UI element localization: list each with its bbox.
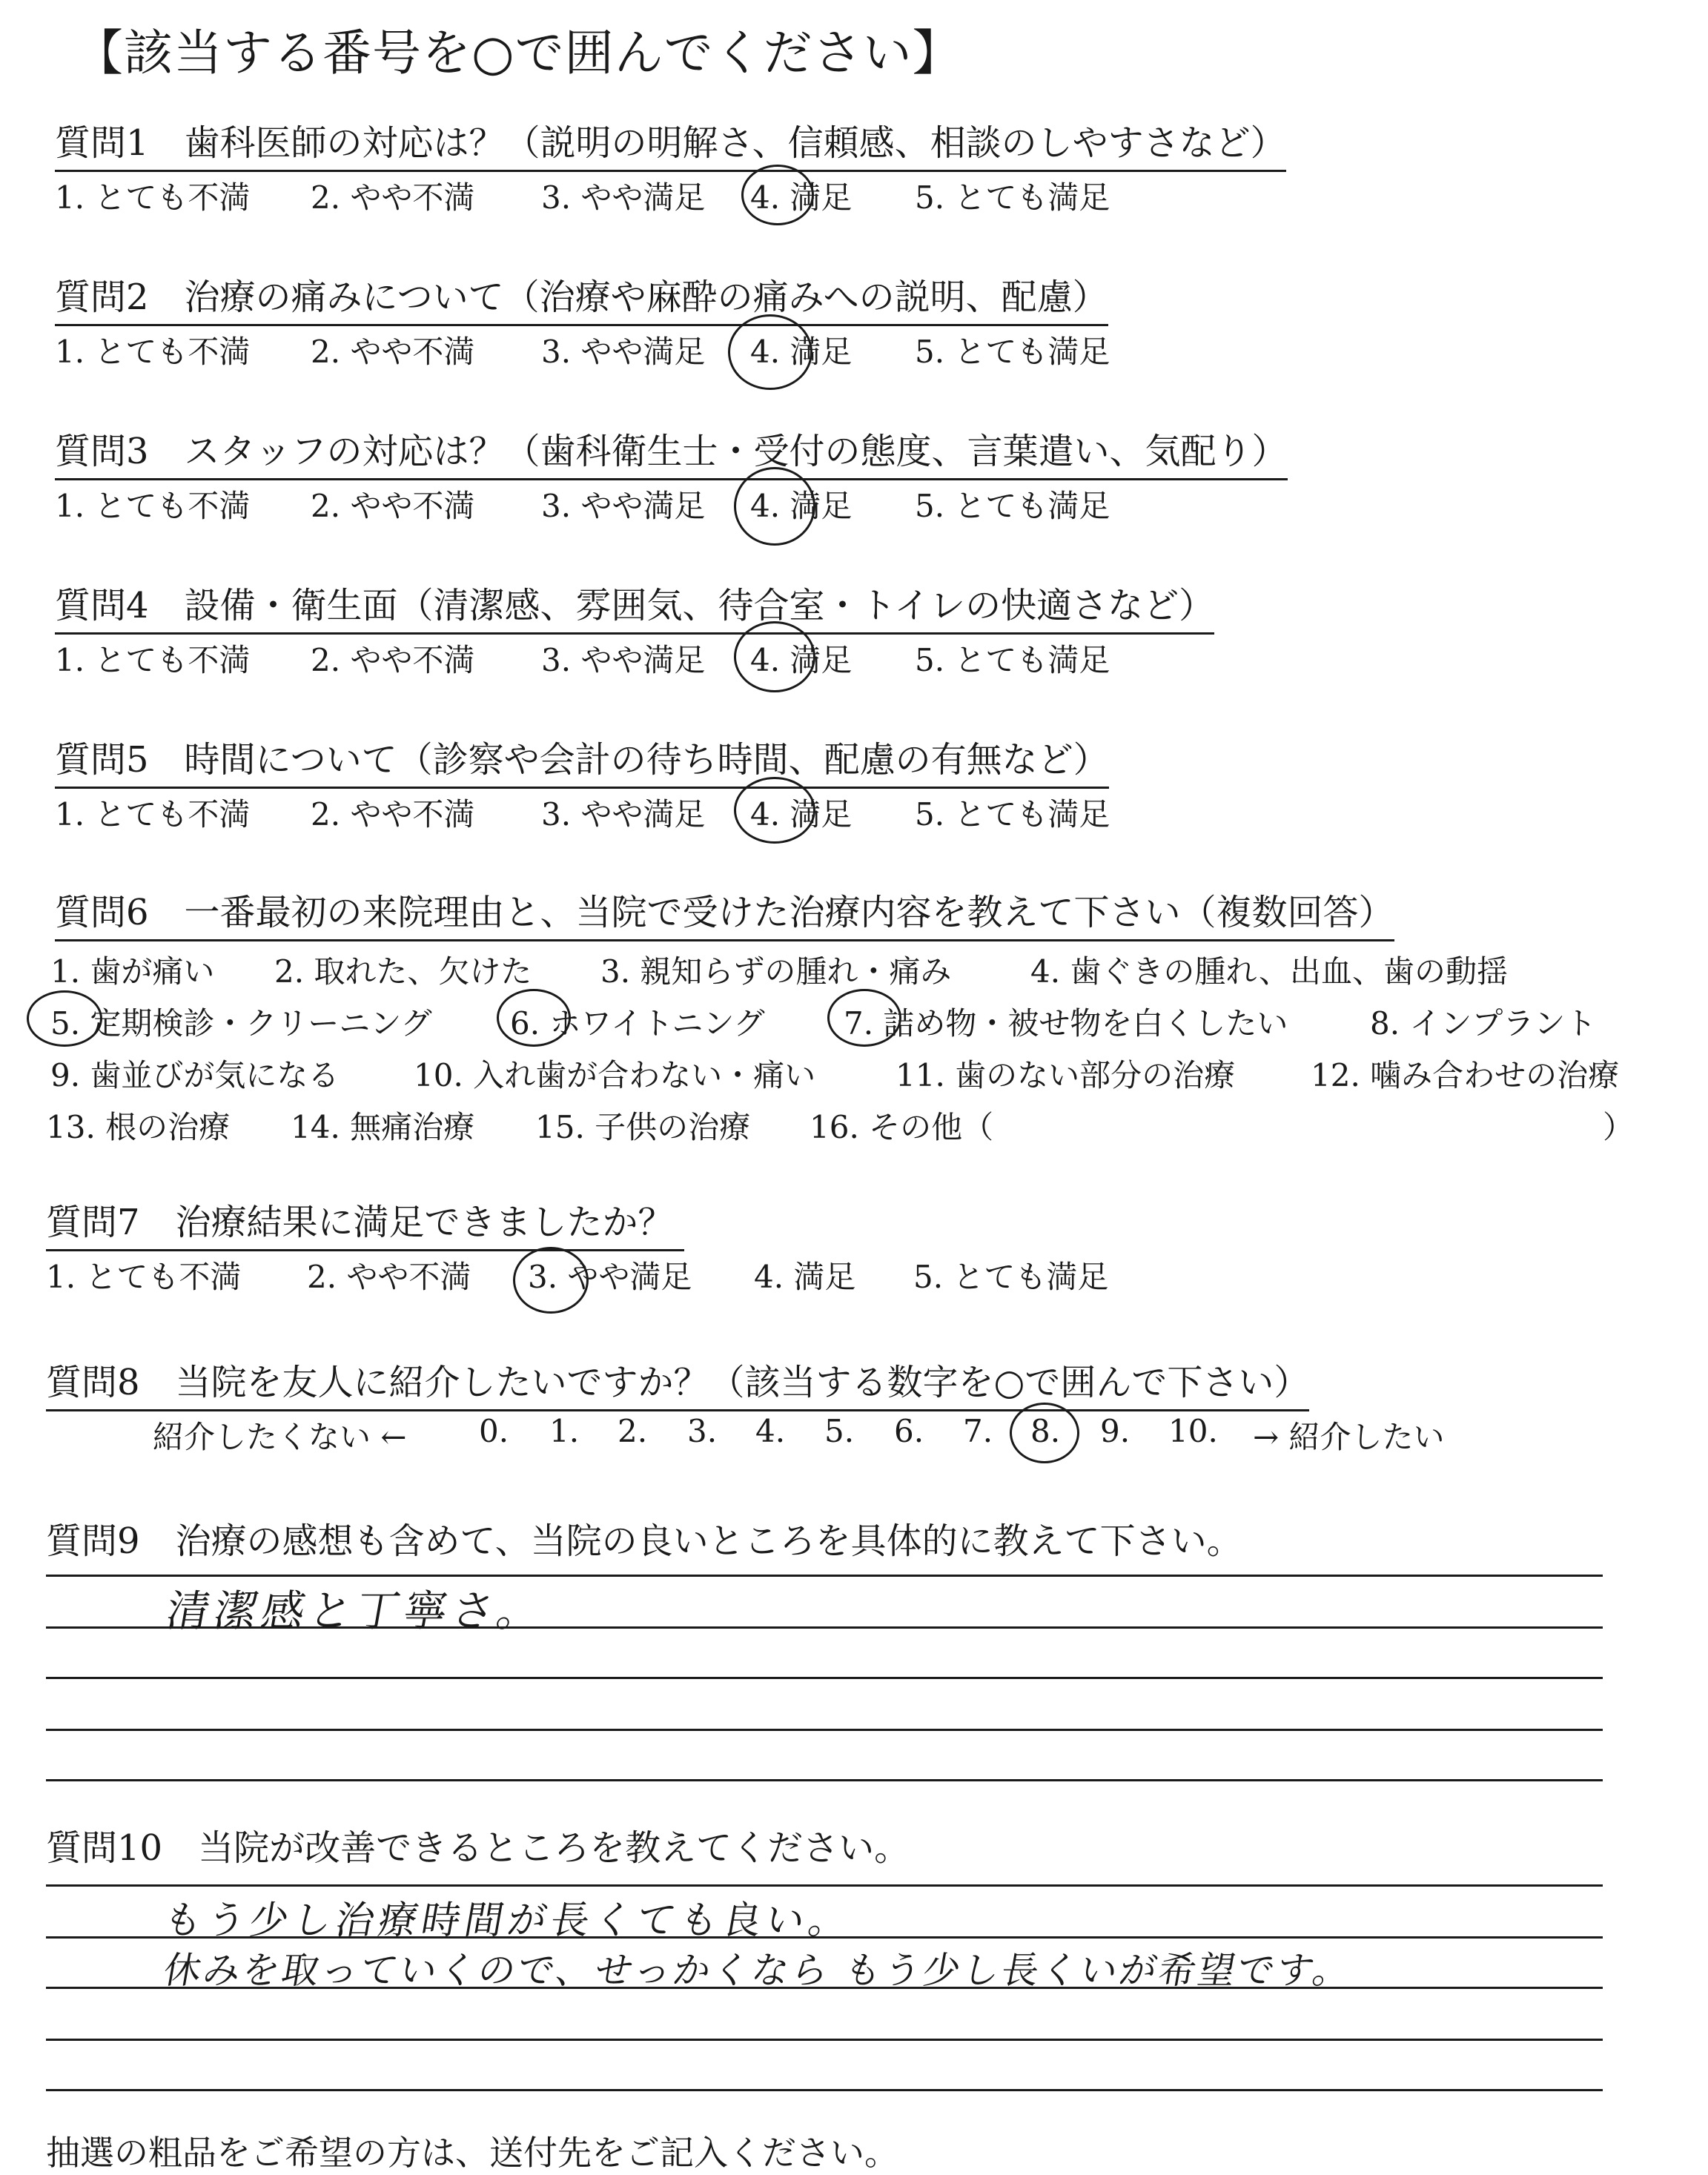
- question-4-title: 質問4 設備・衛生面（清潔感、雰囲気、待合室・トイレの快適さなど）: [55, 577, 1214, 635]
- question-7-options: [46, 1253, 1232, 1294]
- option-14[interactable]: 14. 無痛治療: [291, 1109, 475, 1145]
- question-9-title: 質問9 治療の感想も含めて、当院の良いところを具体的に教えて下さい。: [46, 1520, 1242, 1562]
- option-3[interactable]: 3. やや満足: [541, 642, 706, 678]
- option-2[interactable]: 2. やや不満: [311, 488, 475, 524]
- question-8-title: 質問8 当院を友人に紹介したいですか？（該当する数字を○で囲んで下さい）: [46, 1354, 1309, 1411]
- option-7[interactable]: 7. 詰め物・被せ物を白くしたい: [844, 1005, 1288, 1042]
- option-10[interactable]: 10. 入れ歯が合わない・痛い: [414, 1057, 816, 1093]
- option-5[interactable]: 5. とても満足: [915, 796, 1110, 832]
- score-9[interactable]: 9.: [1100, 1413, 1131, 1449]
- footer-note: 抽選の粗品をご希望の方は、送付先をご記入ください。: [46, 2133, 898, 2173]
- option-16[interactable]: 16. その他（: [810, 1109, 994, 1145]
- score-5[interactable]: 5.: [824, 1413, 855, 1449]
- question-5-title: 質問5 時間について（診察や会計の待ち時間、配慮の有無など）: [55, 731, 1109, 789]
- question-7-title: 質問7 治療結果に満足できましたか？: [46, 1194, 684, 1251]
- option-2[interactable]: 2. やや不満: [311, 179, 475, 216]
- score-0[interactable]: 0.: [479, 1413, 509, 1449]
- option-2[interactable]: 2. やや不満: [311, 642, 475, 678]
- option-4[interactable]: 4. 歯ぐきの腫れ、出血、歯の動揺: [1030, 953, 1508, 990]
- question-6-options-row-4: [46, 1103, 1677, 1145]
- question-10-answer-line-2[interactable]: 休みを取っていくので、せっかくなら もう少し長くいが希望です。: [160, 1949, 1357, 1992]
- page-title: 【該当する番号を○で囲んでください】: [74, 24, 962, 82]
- question-5-options: [55, 790, 1241, 832]
- option-15[interactable]: 15. 子供の治療: [535, 1109, 751, 1145]
- question-3-options: [55, 482, 1241, 523]
- question-1-title: 質問1 歯科医師の対応は？（説明の明解さ、信頼感、相談のしやすさなど）: [55, 114, 1286, 172]
- option-5[interactable]: 5. 定期検診・クリーニング: [50, 1005, 432, 1042]
- score-10[interactable]: 10.: [1168, 1413, 1218, 1449]
- question-8-scale: [153, 1413, 1561, 1454]
- score-1[interactable]: 1.: [549, 1413, 580, 1449]
- question-2-options: [55, 328, 1241, 369]
- option-5[interactable]: 5. とても満足: [915, 179, 1110, 216]
- option-1[interactable]: 1. とても不満: [55, 488, 251, 524]
- question-2-title: 質問2 治療の痛みについて（治療や麻酔の痛みへの説明、配慮）: [55, 268, 1108, 326]
- score-6[interactable]: 6.: [894, 1413, 924, 1449]
- option-3[interactable]: 3. 親知らずの腫れ・痛み: [600, 953, 952, 990]
- answer-line: [46, 1677, 1603, 1679]
- option-1[interactable]: 1. とても不満: [55, 334, 251, 370]
- option-3[interactable]: 3. やや満足: [541, 179, 706, 216]
- option-5[interactable]: 5. とても満足: [915, 488, 1110, 524]
- option-4[interactable]: 4. 満足: [754, 1259, 856, 1295]
- option-3[interactable]: 3. やや満足: [541, 796, 706, 832]
- option-4[interactable]: 4. 満足: [750, 179, 853, 216]
- option-1[interactable]: 1. とても不満: [55, 179, 251, 216]
- option-12[interactable]: 12. 噛み合わせの治療: [1311, 1057, 1620, 1093]
- question-6-title: 質問6 一番最初の来院理由と、当院で受けた治療内容を教えて下さい（複数回答）: [55, 884, 1394, 941]
- option-3[interactable]: 3. やや満足: [528, 1259, 692, 1295]
- option-5[interactable]: 5. とても満足: [915, 334, 1110, 370]
- question-6-options-row-3: [50, 1051, 1681, 1093]
- score-8[interactable]: 8.: [1030, 1413, 1061, 1449]
- option-13[interactable]: 13. 根の治療: [46, 1109, 231, 1145]
- option-16-close-paren: ）: [1603, 1109, 1635, 1145]
- answer-line: [46, 1884, 1603, 1887]
- option-5[interactable]: 5. とても満足: [913, 1259, 1109, 1295]
- option-1[interactable]: 1. とても不満: [55, 642, 251, 678]
- option-2[interactable]: 2. やや不満: [307, 1259, 471, 1295]
- question-6-options-row-2: [50, 999, 1681, 1041]
- score-2[interactable]: 2.: [618, 1413, 648, 1449]
- option-3[interactable]: 3. やや満足: [541, 488, 706, 524]
- option-4[interactable]: 4. 満足: [750, 334, 853, 370]
- question-1-options: [55, 173, 1241, 215]
- option-4[interactable]: 4. 満足: [750, 642, 853, 678]
- option-4[interactable]: 4. 満足: [750, 796, 853, 832]
- score-4[interactable]: 4.: [755, 1413, 786, 1449]
- option-11[interactable]: 11. 歯のない部分の治療: [896, 1057, 1236, 1093]
- answer-line: [46, 2089, 1603, 2091]
- option-1[interactable]: 1. とても不満: [46, 1259, 242, 1295]
- option-5[interactable]: 5. とても満足: [915, 642, 1110, 678]
- answer-line: [46, 1729, 1603, 1731]
- answer-line: [46, 2039, 1603, 2041]
- option-8[interactable]: 8. インプラント: [1370, 1005, 1597, 1042]
- option-4[interactable]: 4. 満足: [750, 488, 853, 524]
- option-9[interactable]: 9. 歯並びが気になる: [50, 1057, 340, 1093]
- question-10-answer-line-1[interactable]: もう少し治療時間が長くても良い。: [159, 1898, 856, 1943]
- answer-line: [46, 1779, 1603, 1781]
- question-3-title: 質問3 スタッフの対応は？（歯科衛生士・受付の態度、言葉遣い、気配り）: [55, 423, 1288, 480]
- question-10-title: 質問10 当院が改善できるところを教えてください。: [46, 1827, 910, 1869]
- option-1[interactable]: 1. 歯が痛い: [50, 953, 215, 990]
- option-2[interactable]: 2. やや不満: [311, 796, 475, 832]
- option-2[interactable]: 2. 取れた、欠けた: [274, 953, 532, 990]
- question-4-options: [55, 636, 1241, 678]
- option-6[interactable]: 6. ホワイトニング: [510, 1005, 765, 1042]
- score-3[interactable]: 3.: [687, 1413, 718, 1449]
- option-1[interactable]: 1. とても不満: [55, 796, 251, 832]
- option-3[interactable]: 3. やや満足: [541, 334, 706, 370]
- scale-left-label: 紹介したくない ←: [153, 1419, 407, 1455]
- scale-right-label: → 紹介したい: [1253, 1419, 1445, 1455]
- option-2[interactable]: 2. やや不満: [311, 334, 475, 370]
- question-9-answer[interactable]: 清潔感と丁寧さ。: [162, 1586, 549, 1636]
- score-7[interactable]: 7.: [963, 1413, 993, 1449]
- question-6-options-row-1: [50, 947, 1681, 989]
